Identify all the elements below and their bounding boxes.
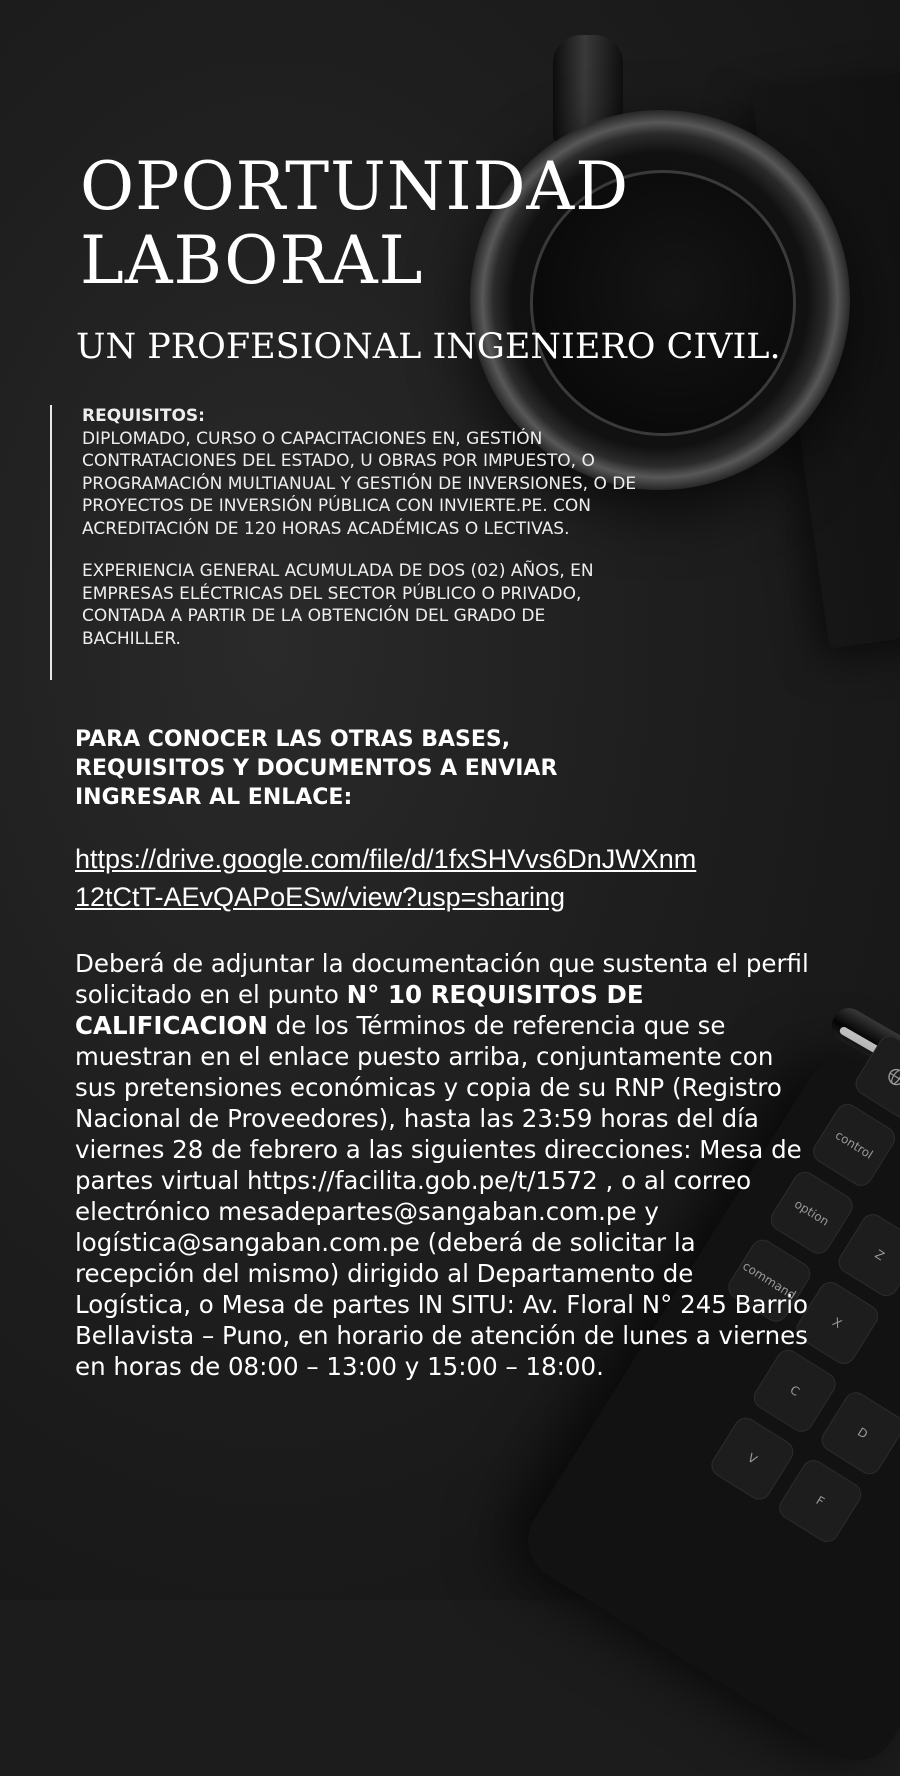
- key-option: option: [766, 1167, 857, 1258]
- key-c: C: [749, 1345, 840, 1436]
- instructions-paragraph: [75, 948, 815, 1382]
- key-x: X: [792, 1278, 883, 1369]
- key-v: V: [707, 1413, 798, 1504]
- key-z: Z: [834, 1210, 900, 1301]
- drive-link-line-1[interactable]: https://drive.google.com/file/d/1fxSHVvs6DnJWXnm: [75, 844, 697, 874]
- requirements-box: [50, 405, 640, 680]
- key-control: control: [809, 1099, 900, 1190]
- call-to-action: PARA CONOCER LAS OTRAS BASES, REQUISITOS Y DOCUMENTOS A ENVIAR INGRESAR AL ENLACE:: [75, 727, 558, 810]
- position-subtitle: UN PROFESIONAL INGENIERO CIVIL.: [76, 327, 781, 367]
- instructions-part-2: de los Términos de referencia que se muestran en el enlace puesto arriba, conjuntamente con sus pretensiones económicas y copia de su RNP (Registro Nacional de Proveedores), hasta las 23:59 horas del día viernes 28 de febrero a las siguientes direcciones: Mesa de partes virtual https://facilita.gob.pe/t/1572 , o al correo electrónico mesadepartes@sangaban.com.pe y logística@sangaban.com.pe (deberá de solicitar la recepción del mismo) dirigido al Departamento de Logística, o Mesa de partes IN SITU: Av. Floral N° 245 Barrio Bellavista – Puno, en horario de atención de lunes a viernes en horas de 08:00 – 13:00 y 15:00 – 18:00.: [75, 1011, 809, 1381]
- drive-link[interactable]: [75, 840, 775, 916]
- title-line-1: OPORTUNIDAD: [80, 148, 630, 225]
- requirements-paragraph-2: EXPERIENCIA GENERAL ACUMULADA DE DOS (02) AÑOS, EN EMPRESAS ELÉCTRICAS DEL SECTOR PÚBLICO O PRIVADO, CONTADA A PARTIR DE LA OBTENCIÓN DEL GRADO DE BACHILLER.: [82, 561, 594, 649]
- page-title: [80, 150, 780, 298]
- requirements-heading: REQUISITOS:: [82, 406, 205, 426]
- key-d: D: [817, 1388, 900, 1479]
- instructions-bold: N° 10 REQUISITOS DE CALIFICACION: [75, 980, 644, 1040]
- key-command: command: [724, 1235, 815, 1326]
- drive-link-line-2[interactable]: 12tCtT-AEvQAPoESw/view?usp=sharing: [75, 882, 565, 912]
- key-f: F: [775, 1456, 866, 1547]
- requirements-paragraph-1: DIPLOMADO, CURSO O CAPACITACIONES EN, GESTIÓN CONTRATACIONES DEL ESTADO, U OBRAS POR IMPUESTO, O PROGRAMACIÓN MULTIANUAL Y GESTIÓN DE INVERSIONES, O DE PROYECTOS DE INVERSIÓN PÚBLICA CON INVIERTE.PE. CON ACREDITACIÓN DE 120 HORAS ACADÉMICAS O LECTIVAS.: [82, 428, 637, 539]
- title-line-2: LABORAL: [80, 222, 424, 299]
- instructions-part-1: Deberá de adjuntar la documentación que sustenta el perfil solicitado en el punto: [75, 949, 809, 1009]
